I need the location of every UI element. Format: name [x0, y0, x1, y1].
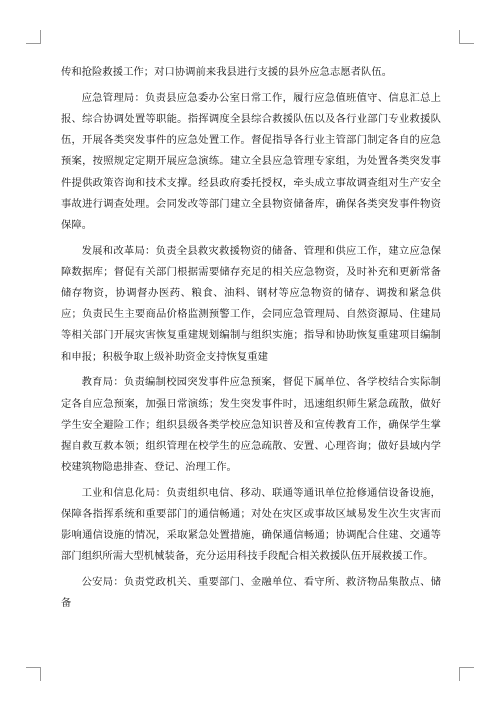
paragraph-emergency-management-bureau: 应急管理局：负责县应急委办公室日常工作，履行应急值班值守、信息汇总上报、综合协调处置等职能。指挥调度全县综合救援队伍以及各行业部门专业救援队伍，开展各类突发事件的应急处置工作。督促指导各行业主管部门制定各自的应急预案，按照规定定期开展应急演练。建立全县应急管理专家组，为处置各类突发事件提供政策咨询和技术支撑。经县政府委托授权，牵头成立事故调查组对生产安全事故进行调查处理。会同发改等部门建立全县物资储备库，确保各类突发事件物资保障。 — [61, 91, 441, 231]
paragraph-industry-it-bureau: 工业和信息化局：负责组织电信、移动、联通等通讯单位抢修通信设备设施，保障各指挥系统和重要部门的通信畅通；对处在灾区或事故区域易发生次生灾害而影响通信设施的情况，采取紧急处置措施，确保通信畅通；协调配合住建、交通等部门组织所需大型机械装备，充分运用科技手段配合相关救援队伍开展救援工作。 — [61, 486, 441, 563]
crop-mark-bottom-right-horizontal — [460, 667, 474, 668]
paragraph-continuation: 传和抢险救援工作；对口协调前来我县进行支援的县外应急志愿者队伍。 — [61, 66, 393, 78]
crop-mark-top-right-horizontal — [460, 43, 474, 44]
paragraph-education-bureau: 教育局：负责编制校园突发事件应急预案，督促下属单位、各学校结合实际制定各自应急预案，加强日常演练；发生突发事件时，迅速组织师生紧急疏散，做好学生安全避险工作；组织县级各类学校应急知识普及和宣传教育工作，确保学生掌握自救互救本领；组织管理在校学生的应急疏散、安置、心理咨询；做好县域内学校建筑物隐患排查、登记、治理工作。 — [61, 376, 441, 474]
crop-mark-top-left-vertical — [40, 30, 41, 44]
crop-mark-bottom-left-vertical — [40, 667, 41, 681]
crop-mark-top-right-vertical — [459, 30, 460, 44]
paragraph-public-security-bureau: 公安局：负责党政机关、重要部门、金融单位、看守所、救济物品集散点、储备 — [61, 576, 441, 610]
crop-mark-bottom-left-horizontal — [26, 667, 40, 668]
paragraph-development-reform-bureau: 发展和改革局：负责全县救灾救援物资的储备、管理和供应工作，建立应急保障数据库；督促有关部门根据需要储存充足的相关应急物资，及时补充和更新常备储存物资，协调督办医药、粮食、油料、钢材等应急物资的储存、调拨和紧急供应；负责民生主要商品价格监测预警工作，会同应急管理局、自然资源局、住建局等相关部门开展灾害恢复重建规划编制与组织实施；指导和协助恢复重建项目编制和申报；积极争取上级补助资金支持恢复重建 — [61, 244, 441, 363]
crop-mark-bottom-right-vertical — [459, 667, 460, 681]
crop-mark-top-left-horizontal — [26, 43, 40, 44]
document-body — [61, 62, 441, 615]
